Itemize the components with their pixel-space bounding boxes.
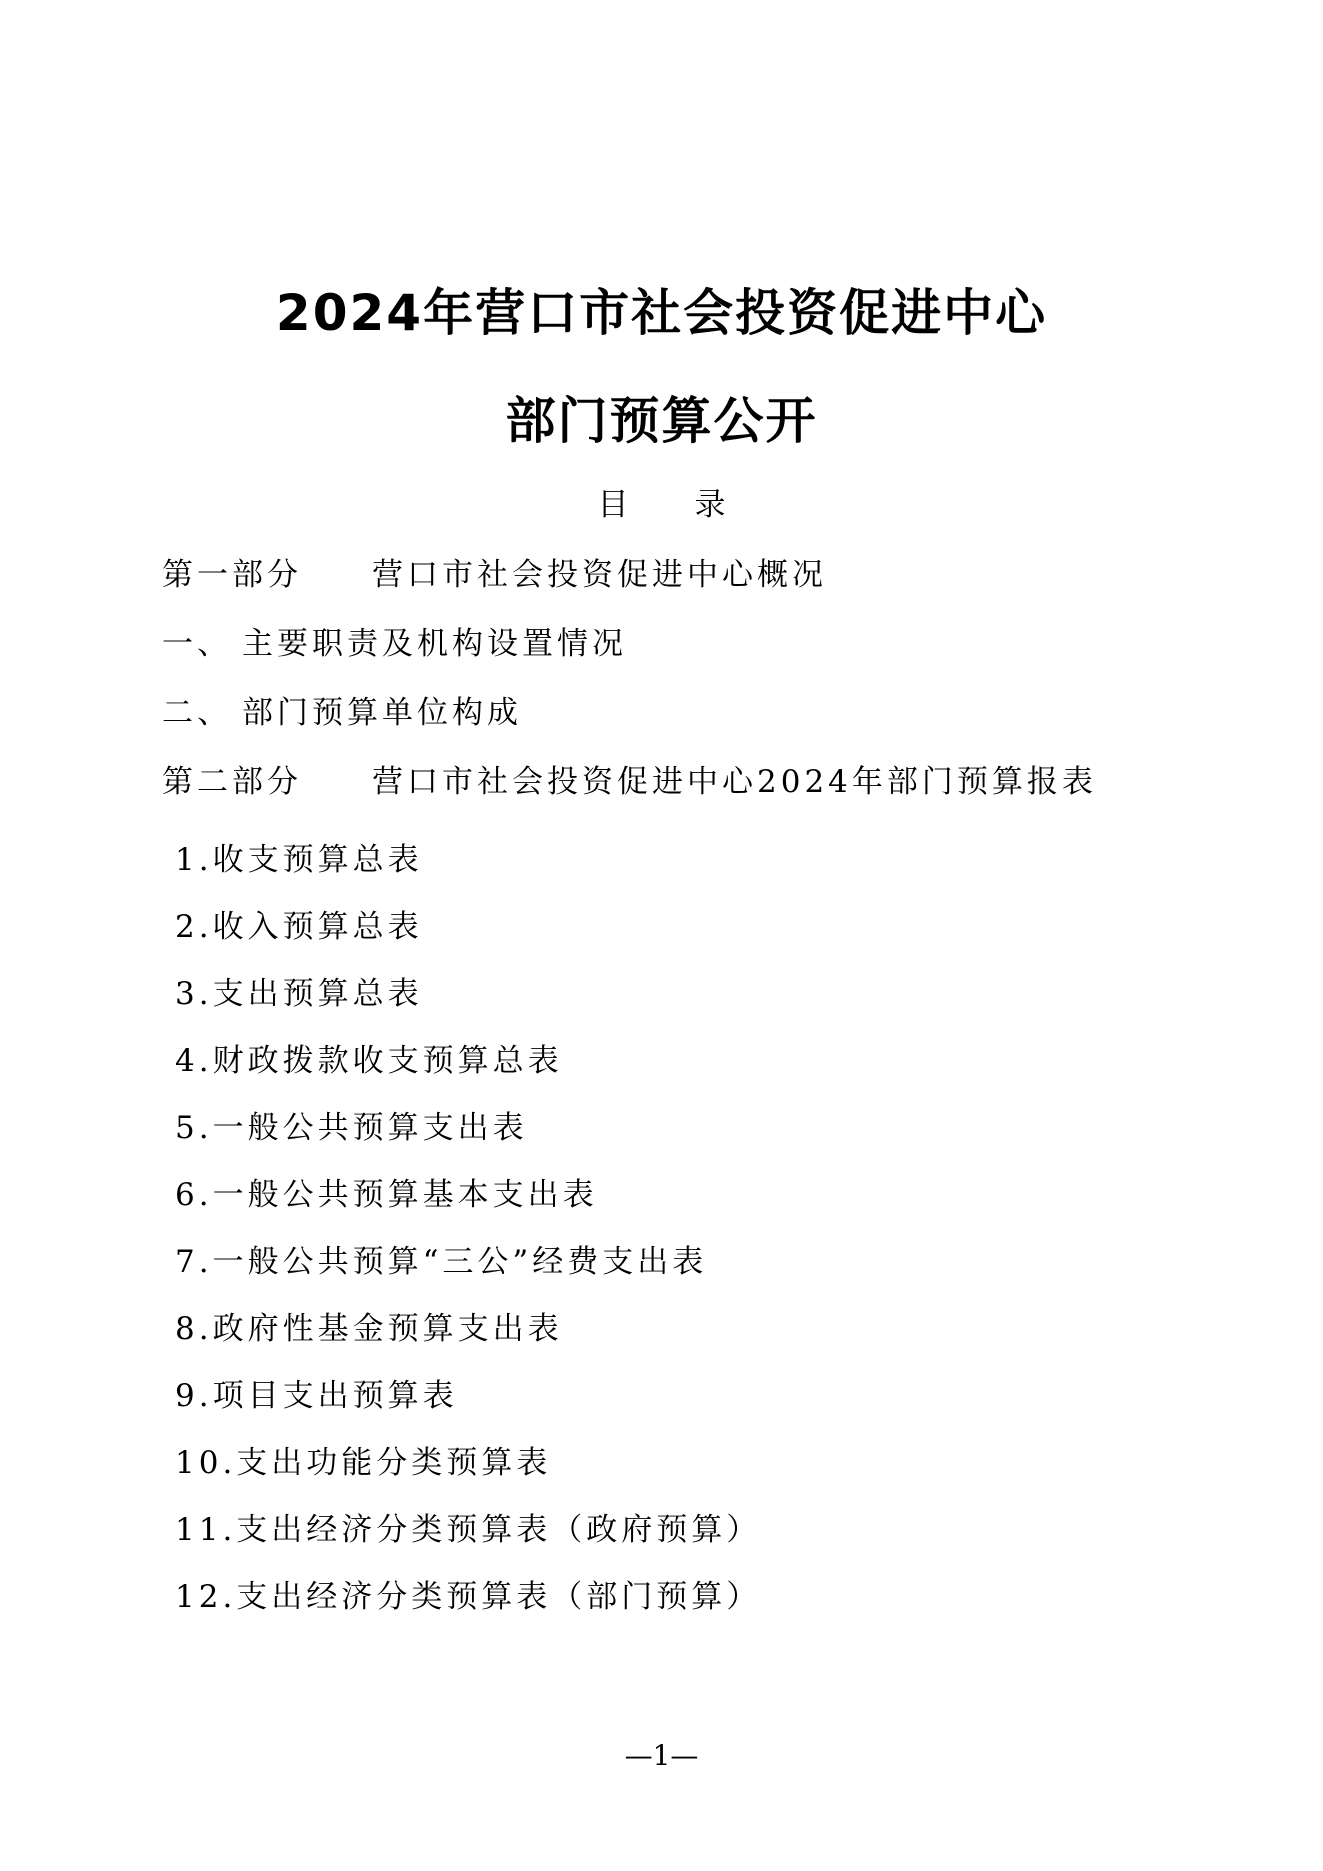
document-title-line-1: 2024年营口市社会投资促进中心 [275, 284, 1048, 342]
toc-section-1 [162, 624, 627, 664]
toc-heading: 目录 [597, 487, 792, 523]
toc-part-1-title: 营口市社会投资促进中心概况 [372, 557, 827, 593]
toc-section-1-marker: 一、 [162, 626, 232, 662]
toc-table-4: 4.财政拨款收支预算总表 [175, 1043, 563, 1079]
toc-table-3: 3.支出预算总表 [175, 976, 423, 1012]
toc-table-8: 8.政府性基金预算支出表 [175, 1311, 563, 1347]
toc-part-1 [162, 555, 827, 595]
toc-part-2 [162, 762, 1097, 802]
document-title-line-2: 部门预算公开 [505, 392, 818, 450]
toc-table-11: 11.支出经济分类预算表（政府预算） [175, 1512, 762, 1548]
toc-section-2 [162, 693, 522, 733]
toc-table-10: 10.支出功能分类预算表 [175, 1445, 552, 1481]
toc-table-12: 12.支出经济分类预算表（部门预算） [175, 1579, 762, 1615]
toc-part-2-label: 第二部分 [162, 764, 302, 800]
toc-table-7: 7.一般公共预算“三公”经费支出表 [175, 1244, 708, 1280]
toc-table-1: 1.收支预算总表 [175, 842, 423, 878]
toc-part-2-title: 营口市社会投资促进中心2024年部门预算报表 [372, 764, 1097, 800]
toc-table-5: 5.一般公共预算支出表 [175, 1110, 528, 1146]
toc-table-9: 9.项目支出预算表 [175, 1378, 458, 1414]
toc-table-6: 6.一般公共预算基本支出表 [175, 1177, 598, 1213]
toc-section-2-marker: 二、 [162, 695, 232, 731]
toc-part-1-label: 第一部分 [162, 557, 302, 593]
toc-section-2-title: 部门预算单位构成 [242, 695, 522, 731]
toc-section-1-title: 主要职责及机构设置情况 [242, 626, 627, 662]
toc-table-2: 2.收入预算总表 [175, 909, 423, 945]
page-number: —1— [624, 1739, 699, 1772]
